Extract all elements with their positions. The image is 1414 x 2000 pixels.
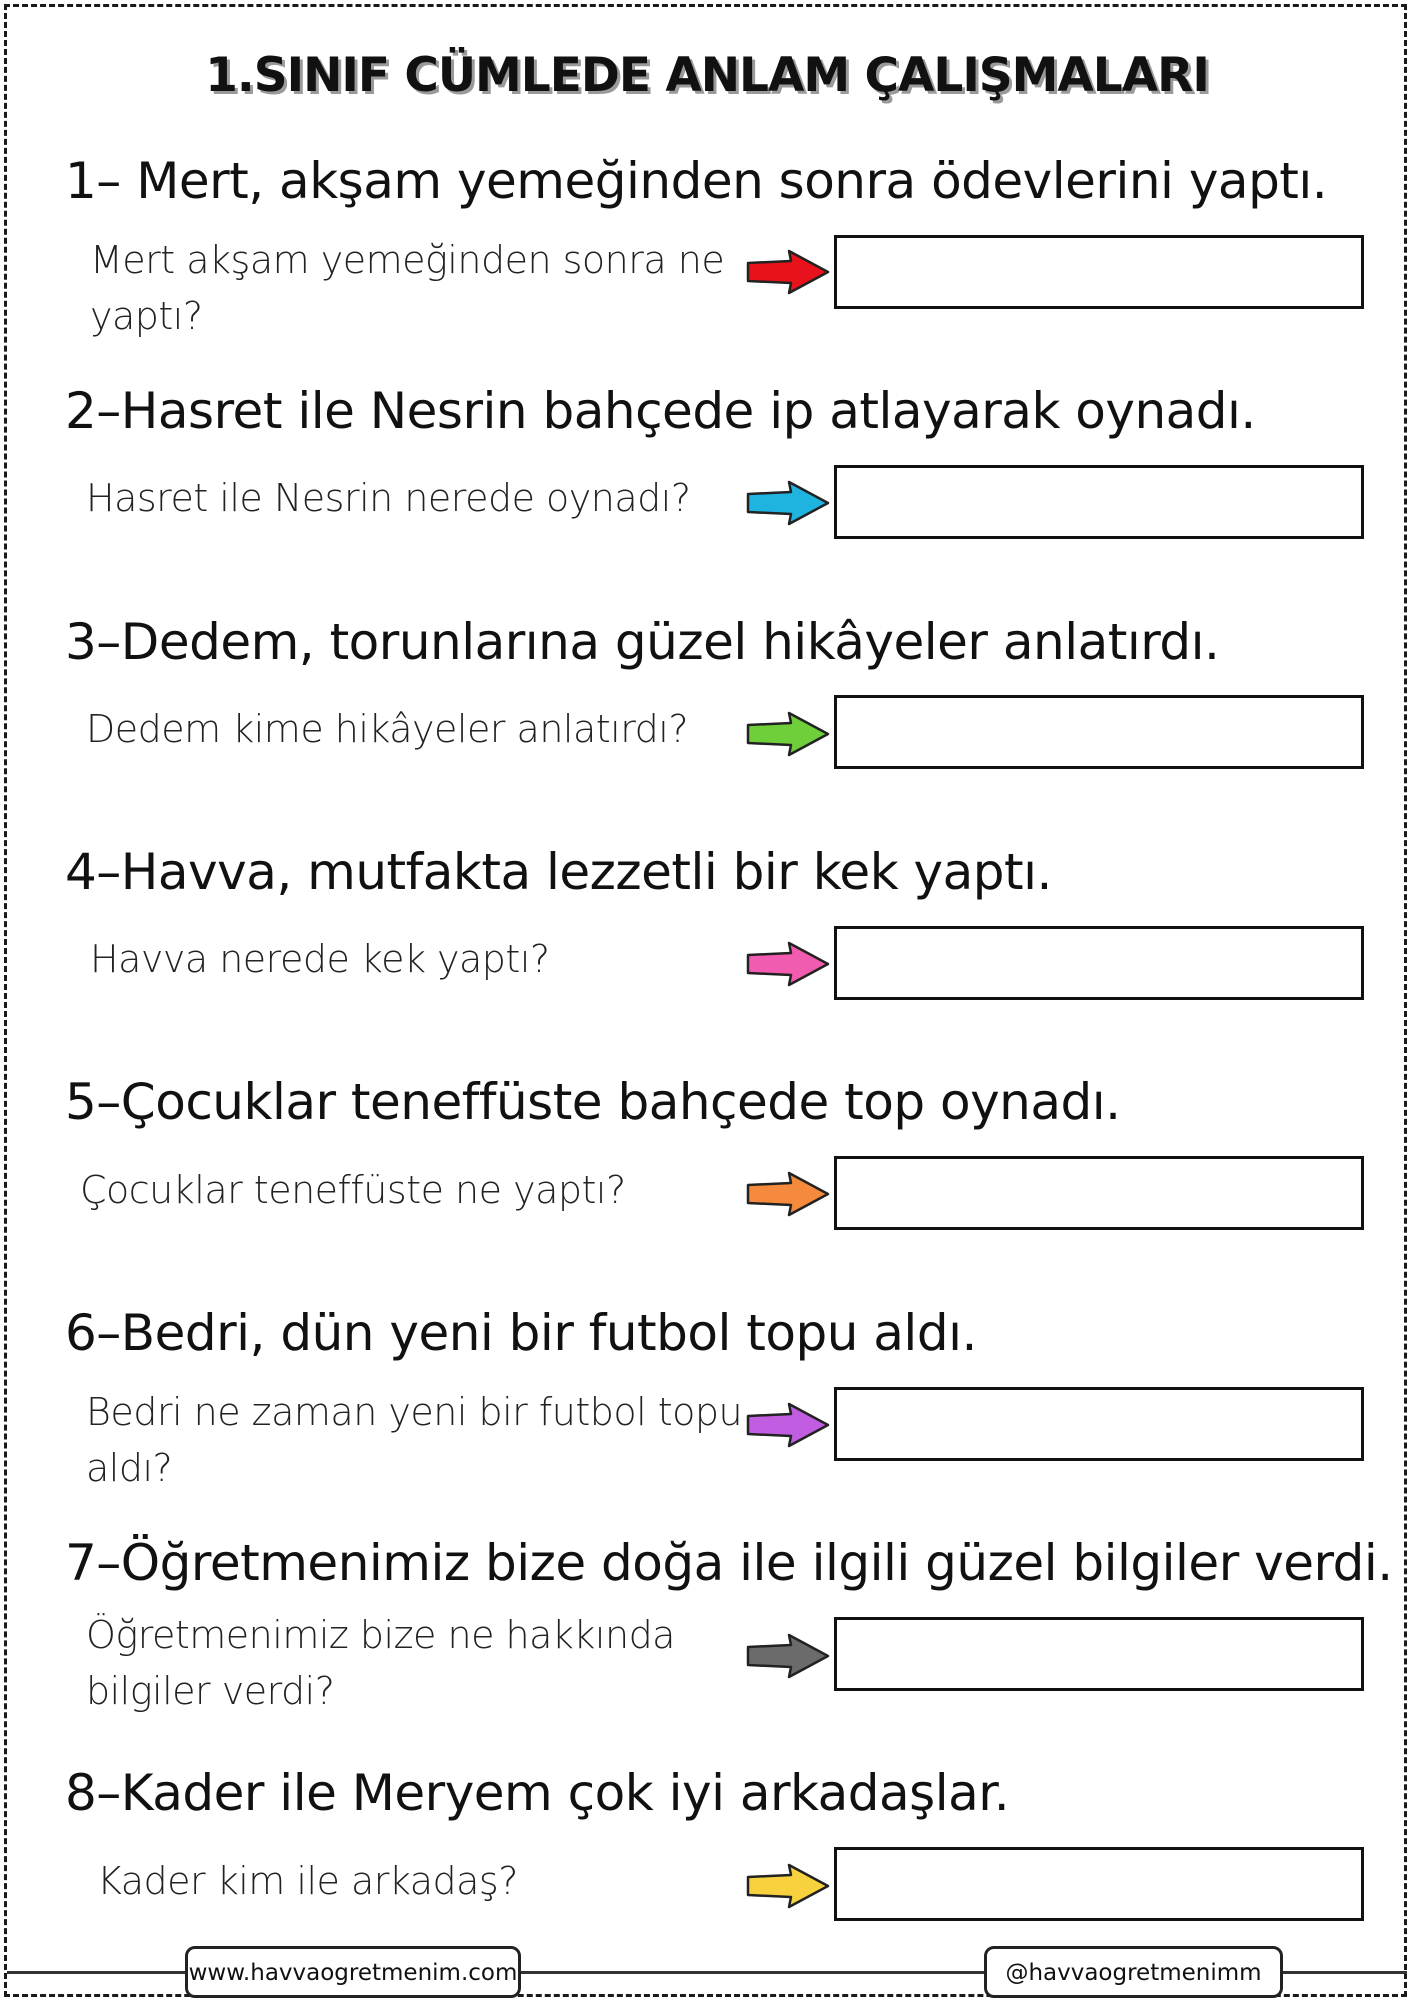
footer-divider	[1282, 1971, 1407, 1974]
arrow-7-shape	[748, 1635, 828, 1677]
question-1: Mert akşam yemeğinden sonra ne yaptı?	[90, 238, 725, 338]
arrow-5-shape	[748, 1173, 828, 1215]
sentence-7: 7–Öğretmenimiz bize doğa ile ilgili güzel bilgiler verdi.	[65, 1534, 1393, 1592]
question-2: Hasret ile Nesrin nerede oynadı?	[86, 476, 691, 520]
question-5: Çocuklar teneffüste ne yaptı?	[80, 1168, 626, 1212]
question-4: Havva nerede kek yaptı?	[90, 937, 550, 981]
footer-social-handle[interactable]: @havvaogretmenimm	[984, 1946, 1283, 1998]
question-7: Öğretmenimiz bize ne hakkında bilgiler verdi?	[86, 1613, 675, 1713]
answer-box-8[interactable]	[834, 1847, 1364, 1921]
sentence-1: 1– Mert, akşam yemeğinden sonra ödevlerini yaptı.	[65, 152, 1328, 210]
sentence-4: 4–Havva, mutfakta lezzetli bir kek yaptı.	[65, 843, 1052, 901]
arrow-2-shape	[748, 482, 828, 524]
sentence-8: 8–Kader ile Meryem çok iyi arkadaşlar.	[65, 1764, 1010, 1822]
sentence-5: 5–Çocuklar teneffüste bahçede top oynadı.	[65, 1073, 1121, 1131]
question-3: Dedem kime hikâyeler anlatırdı?	[86, 707, 689, 751]
arrow-right-icon	[745, 1632, 831, 1680]
answer-box-5[interactable]	[834, 1156, 1364, 1230]
arrow-8-shape	[748, 1865, 828, 1907]
sentence-3: 3–Dedem, torunlarına güzel hikâyeler anlatırdı.	[65, 613, 1220, 671]
footer-divider	[7, 1971, 187, 1974]
sentence-6: 6–Bedri, dün yeni bir futbol topu aldı.	[65, 1304, 977, 1362]
arrow-3-shape	[748, 713, 828, 755]
question-8: Kader kim ile arkadaş?	[97, 1859, 518, 1903]
answer-box-1[interactable]	[834, 235, 1364, 309]
arrow-right-icon	[745, 1170, 831, 1218]
footer-divider	[520, 1971, 985, 1974]
arrow-right-icon	[745, 248, 831, 296]
arrow-right-icon	[745, 479, 831, 527]
question-6: Bedri ne zaman yeni bir futbol topu aldı?	[86, 1390, 743, 1490]
sentence-2: 2–Hasret ile Nesrin bahçede ip atlayarak oynadı.	[65, 382, 1256, 440]
arrow-1-shape	[748, 251, 828, 293]
answer-box-6[interactable]	[834, 1387, 1364, 1461]
answer-box-2[interactable]	[834, 465, 1364, 539]
answer-box-7[interactable]	[834, 1617, 1364, 1691]
arrow-right-icon	[745, 1862, 831, 1910]
answer-box-3[interactable]	[834, 695, 1364, 769]
arrow-right-icon	[745, 940, 831, 988]
answer-box-4[interactable]	[834, 926, 1364, 1000]
arrow-right-icon	[745, 710, 831, 758]
page-title: 1.SINIF CÜMLEDE ANLAM ÇALIŞMALARI	[205, 48, 1209, 103]
arrow-4-shape	[748, 943, 828, 985]
arrow-6-shape	[748, 1404, 828, 1446]
footer-website-link[interactable]: www.havvaogretmenim.com	[185, 1946, 521, 1998]
arrow-right-icon	[745, 1401, 831, 1449]
